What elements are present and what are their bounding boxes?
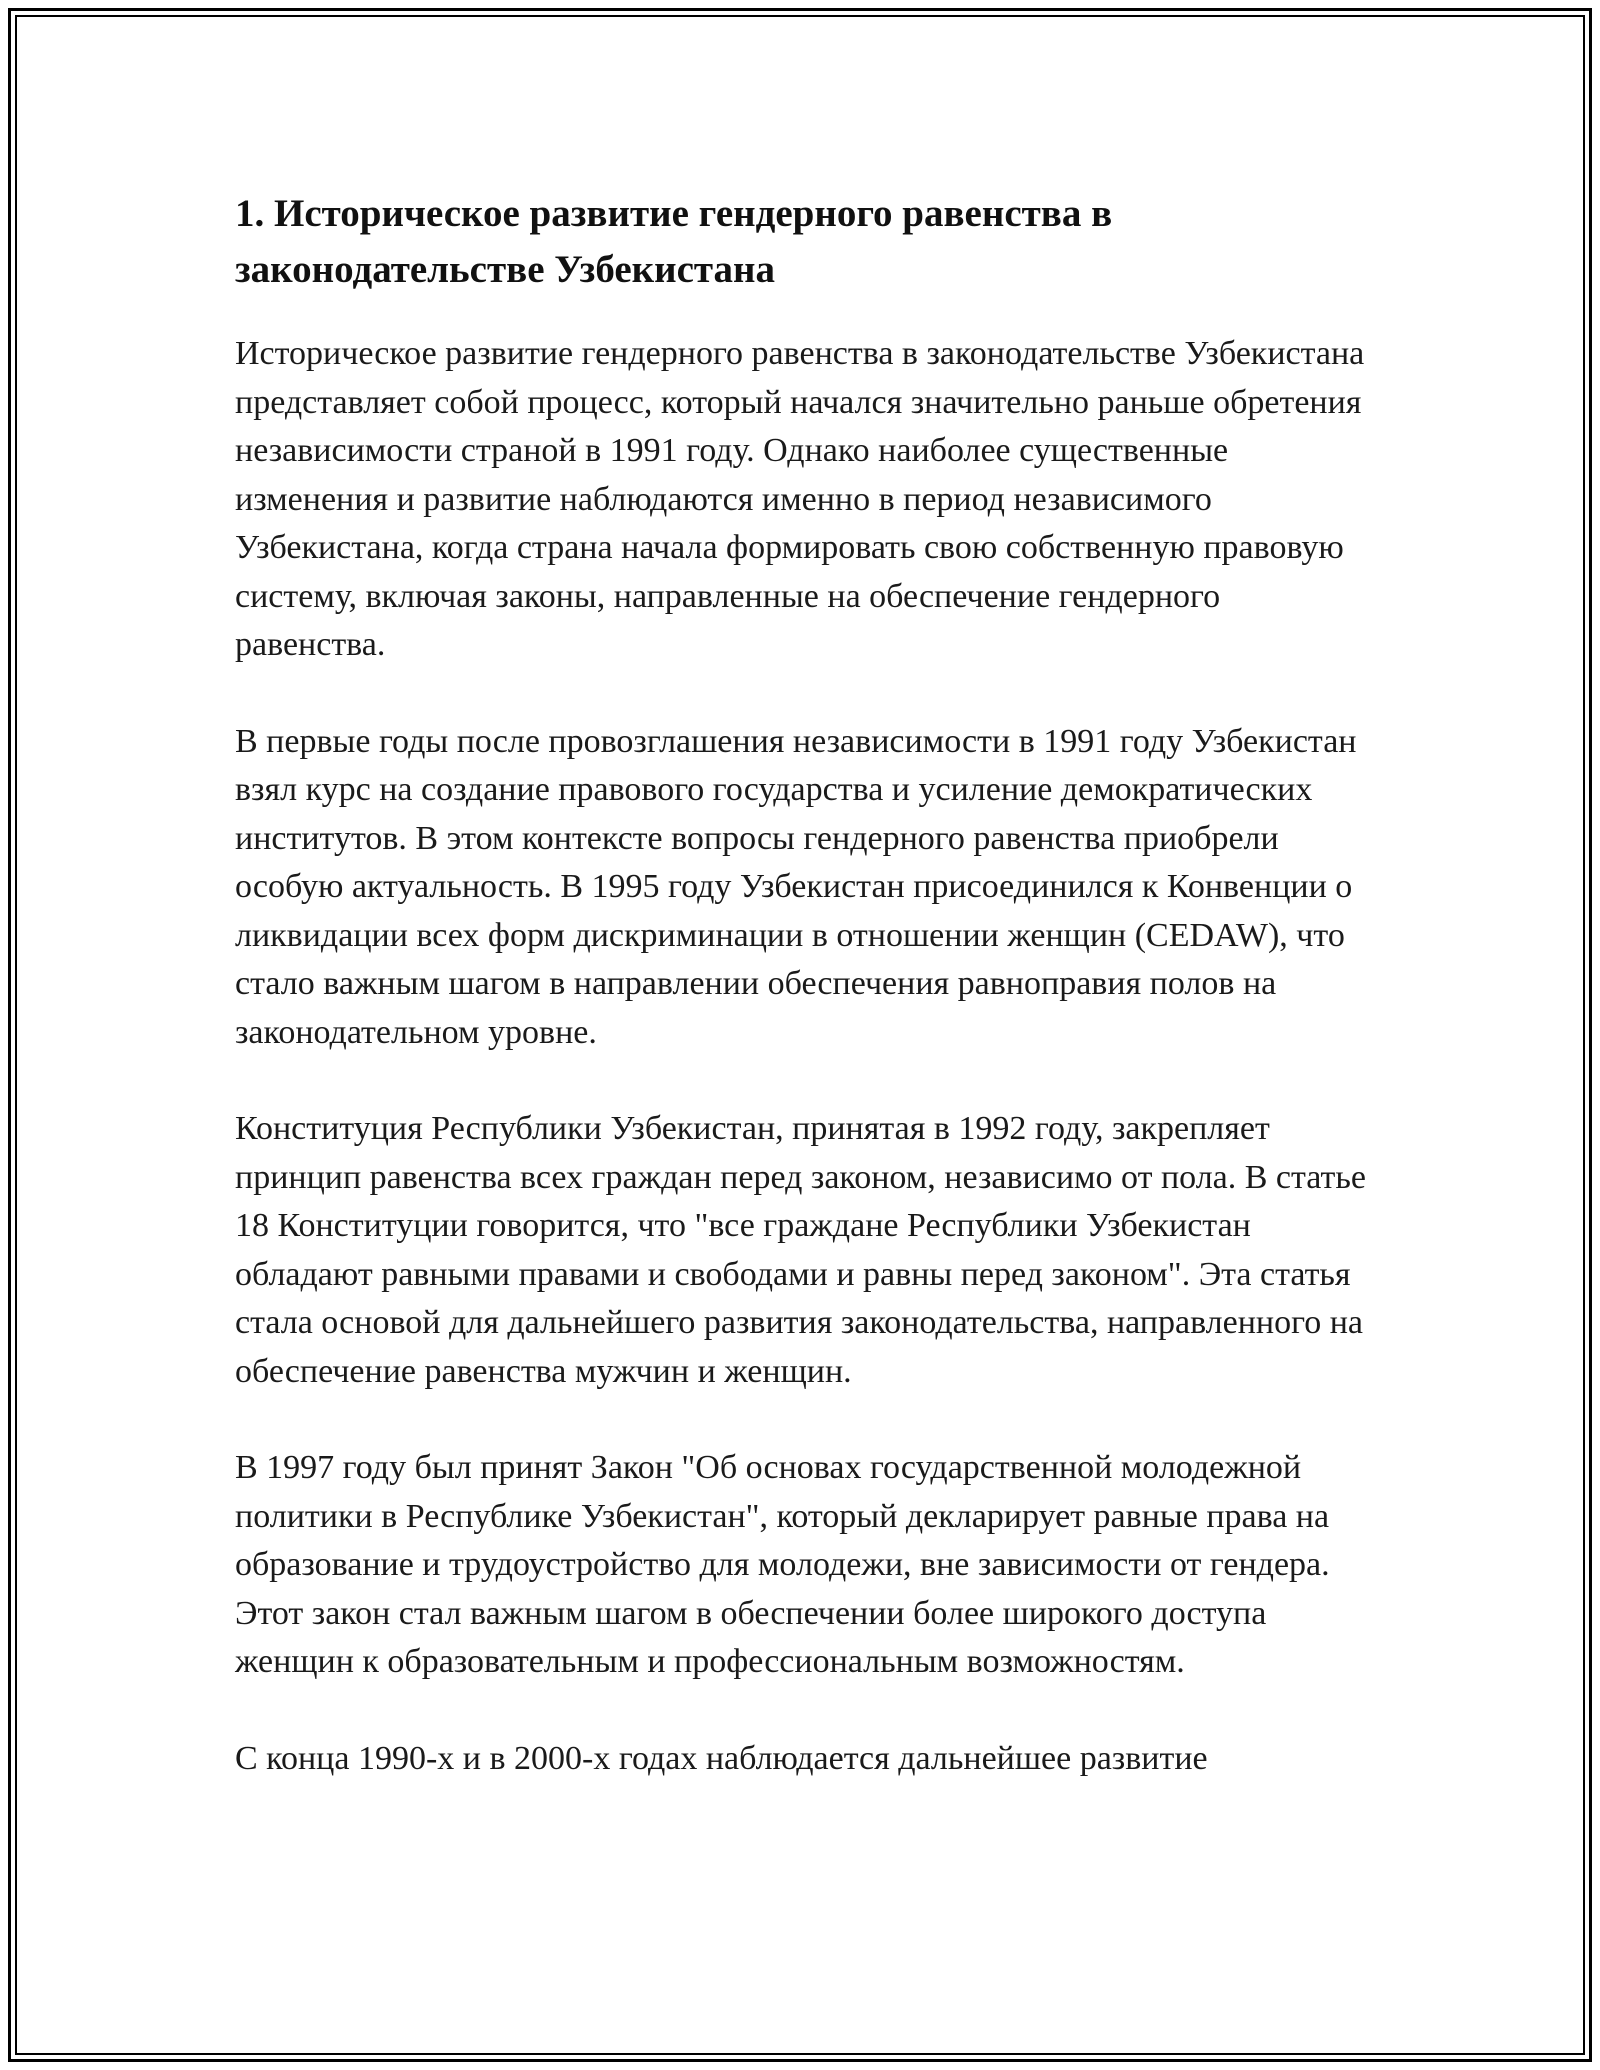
- section-heading: 1. Историческое развитие гендерного равенства в законодательстве Узбекистана: [235, 192, 1113, 291]
- paragraph-4: В 1997 году был принят Закон "Об основах государственной молодежной политики в Республике Узбекистан", который декларирует равные права на образование и трудоустройство для молодежи, вне зависимости от гендера. Этот закон стал важным шагом в обеспечении более широкого доступа женщин к образовательным и профессиональным возможностям.: [235, 1449, 1330, 1680]
- paragraph-5: С конца 1990-х и в 2000-х годах наблюдается дальнейшее развитие: [235, 1739, 1208, 1777]
- paragraph-2: В первые годы после провозглашения независимости в 1991 году Узбекистан взял курс на создание правового государства и усиление демократических институтов. В этом контексте вопросы гендерного равенства приобрели особую актуальность. В 1995 году Узбекистан присоединился к Конвенции о ликвидации всех форм дискриминации в отношении женщин (CEDAW), что стало важным шагом в направлении обеспечения равноправия полов на законодательном уровне.: [235, 722, 1357, 1051]
- paragraph-3: Конституция Республики Узбекистан, принятая в 1992 году, закрепляет принцип равенства всех граждан перед законом, независимо от пола. В статье 18 Конституции говорится, что "все граждане Республики Узбекистан обладают равными правами и свободами и равны перед законом". Эта статья стала основой для дальнейшего развития законодательства, направленного на обеспечение равенства мужчин и женщин.: [235, 1110, 1366, 1390]
- document-body: [235, 186, 1375, 1831]
- paragraph-1: Историческое развитие гендерного равенства в законодательстве Узбекистана представляет собой процесс, который начался значительно раньше обретения независимости страной в 1991 году. Однако наиболее существенные изменения и развитие наблюдаются именно в период независимого Узбекистана, когда страна начала формировать свою собственную правовую систему, включая законы, направленные на обеспечение гендерного равенства.: [235, 335, 1365, 663]
